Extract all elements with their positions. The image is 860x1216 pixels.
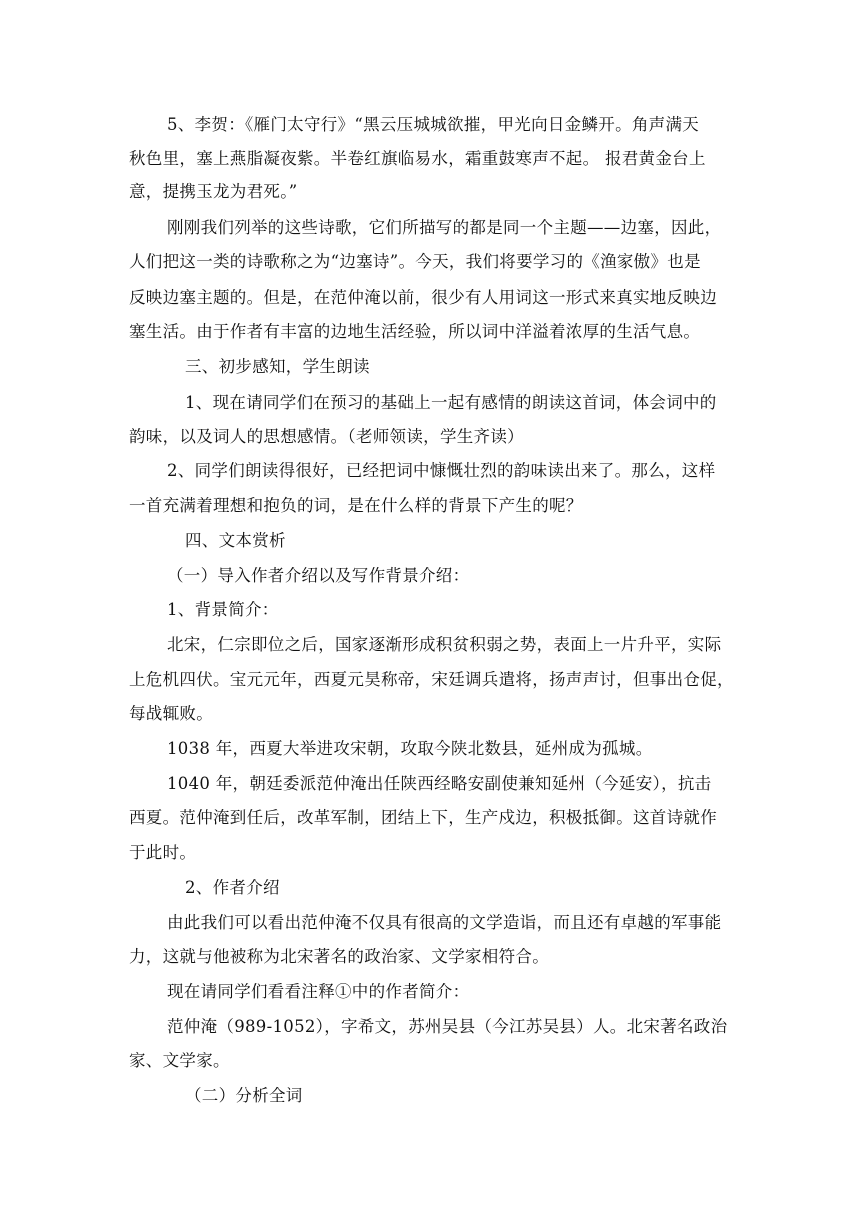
text-line: 由此我们可以看出范仲淹不仅具有很高的文学造诣，而且还有卓越的军事能 (167, 913, 722, 932)
subsection-heading: （一）导入作者介绍以及写作背景介绍： (167, 566, 470, 585)
text-line: 人们把这一类的诗歌称之为“边塞诗”。今天，我们将要学习的《渔家傲》也是 (129, 252, 701, 271)
text-line: 范仲淹（989-1052），字希文，苏州吴县（今江苏吴县）人。北宋著名政治 (167, 1017, 728, 1036)
text-line: 一首充满着理想和抱负的词，是在什么样的背景下产生的呢？ (129, 496, 583, 515)
text-line: 西夏。范仲淹到任后，改革军制，团结上下，生产戍边，积极抵御。这首诗就作 (129, 808, 717, 827)
text-line: 1038 年，西夏大举进攻宋朝，攻取今陕北数县，延州成为孤城。 (167, 739, 653, 758)
text-line: 2、同学们朗读得很好，已经把词中慷慨壮烈的韵味读出来了。那么，这样 (167, 461, 716, 480)
text-line: 5、李贺：《雁门太守行》“黑云压城城欲摧，甲光向日金鳞开。角声满天 (167, 115, 700, 134)
subsection-heading: 1、背景简介： (167, 600, 279, 619)
text-line: 家、文学家。 (129, 1051, 230, 1070)
subsection-heading: （二）分析全词 (185, 1086, 303, 1105)
text-line: 塞生活。由于作者有丰富的边地生活经验，所以词中洋溢着浓厚的生活气息。 (129, 322, 701, 341)
text-line: 意，提携玉龙为君死。” (129, 182, 298, 201)
text-line: 反映边塞主题的。但是，在范仲淹以前，很少有人用词这一形式来真实地反映边 (129, 288, 717, 307)
text-line: 上危机四伏。宝元元年，西夏元昊称帝，宋廷调兵遣将，扬声声讨，但事出仓促， (129, 670, 734, 689)
text-line: 1、现在请同学们在预习的基础上一起有感情的朗读这首词，体会词中的 (185, 393, 717, 412)
text-line: 每战辄败。 (129, 704, 213, 723)
text-line: 力，这就与他被称为北宋著名的政治家、文学家相符合。 (129, 947, 549, 966)
text-line: 刚刚我们列举的这些诗歌，它们所描写的都是同一个主题——边塞，因此， (167, 218, 722, 237)
text-line: 现在请同学们看看注释①中的作者简介： (167, 982, 470, 1001)
text-line: 1040 年，朝廷委派范仲淹出任陕西经略安副使兼知延州（今延安），抗击 (167, 774, 712, 793)
section-heading: 四、文本赏析 (185, 531, 286, 550)
text-line: 秋色里，塞上燕脂凝夜紫。半卷红旗临易水，霜重鼓寒声不起。 报君黄金台上 (129, 149, 706, 168)
text-line: 北宋，仁宗即位之后，国家逐渐形成积贫积弱之势，表面上一片升平，实际 (167, 635, 722, 654)
subsection-heading: 2、作者介绍 (185, 878, 280, 897)
text-line: 于此时。 (129, 843, 197, 862)
text-line: 韵味，以及词人的思想感情。（老师领读，学生齐读） (129, 427, 524, 446)
section-heading: 三、初步感知，学生朗读 (185, 357, 370, 376)
